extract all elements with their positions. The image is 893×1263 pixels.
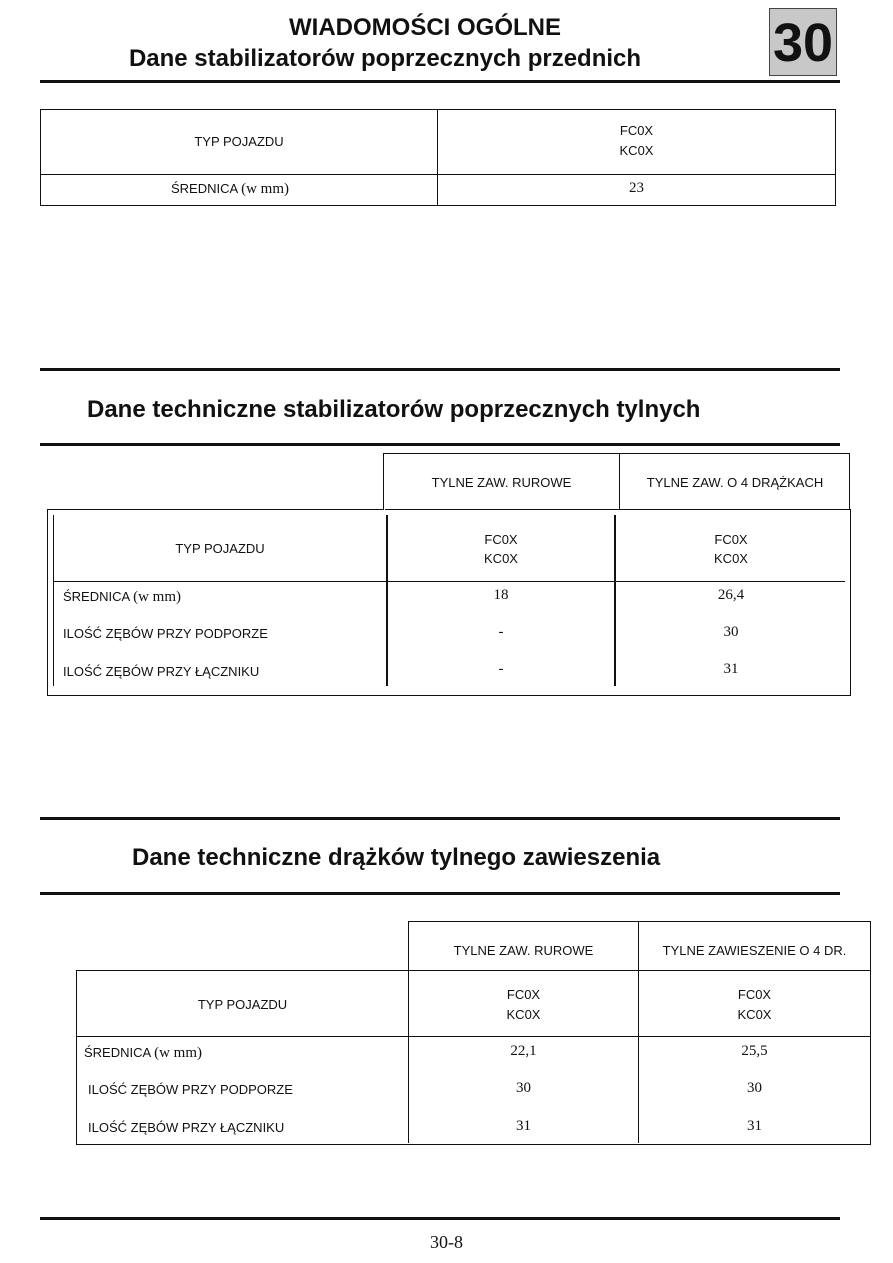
col1-header: TYLNE ZAW. RUROWE <box>431 475 572 490</box>
footer-divider <box>40 1217 840 1220</box>
page-number: 30-8 <box>430 1232 463 1252</box>
diameter-label-text: ŚREDNICA <box>171 181 238 196</box>
row-value-col2: 30 <box>747 1080 762 1096</box>
row-value-col1: 22,1 <box>510 1043 537 1059</box>
row-value-col2: 30 <box>723 624 739 640</box>
row-label-text: ŚREDNICA <box>84 1045 151 1060</box>
diameter-unit: (w mm) <box>241 181 290 197</box>
row-label-connector: ILOŚĆ ZĘBÓW PRZY ŁĄCZNIKU <box>88 1120 285 1135</box>
col2-header: TYLNE ZAW. O 4 DRĄŻKACH <box>646 475 824 490</box>
col1-type-a: FC0X <box>506 987 541 1002</box>
row-label-support: ILOŚĆ ZĘBÓW PRZY PODPORZE <box>88 1082 293 1097</box>
vehicle-type-label: TYP POJAZDU <box>194 134 284 149</box>
row-value-col2: 31 <box>747 1118 762 1134</box>
page-title: WIADOMOŚCI OGÓLNE <box>289 14 561 41</box>
col1-type-b: KC0X <box>506 1007 541 1022</box>
row-value-col1: 18 <box>493 587 509 603</box>
vehicle-type-value-a: FC0X <box>619 123 654 138</box>
row-value-col1: - <box>498 624 504 640</box>
row-divider <box>76 1036 870 1037</box>
vehicle-type-label: TYP POJAZDU <box>197 997 288 1012</box>
col2-type-b: KC0X <box>714 551 748 566</box>
row-label-diameter <box>84 1045 202 1062</box>
col2-type-a: FC0X <box>714 532 748 547</box>
diameter-value: 23 <box>629 180 644 196</box>
row-label-connector: ILOŚĆ ZĘBÓW PRZY ŁĄCZNIKU <box>63 664 260 679</box>
row-value-col1: 31 <box>516 1118 531 1134</box>
row-value-col2: 25,5 <box>741 1043 768 1059</box>
row-value-col1: - <box>498 661 504 677</box>
row-value-col2: 31 <box>723 661 739 677</box>
page-subtitle: Dane stabilizatorów poprzecznych przednich <box>128 45 642 72</box>
vehicle-type-label: TYP POJAZDU <box>175 541 265 556</box>
row-value-col2: 26,4 <box>717 587 745 603</box>
row-label-text: ŚREDNICA <box>63 589 130 604</box>
row-label-support: ILOŚĆ ZĘBÓW PRZY PODPORZE <box>63 626 268 641</box>
col1-header: TYLNE ZAW. RUROWE <box>453 943 594 958</box>
row-unit: (w mm) <box>133 589 182 605</box>
row-value-col1: 30 <box>516 1080 531 1096</box>
col2-type-a: FC0X <box>737 987 772 1002</box>
chapter-badge: 30 <box>769 8 837 76</box>
col1-type-a: FC0X <box>484 532 518 547</box>
vehicle-type-value-b: KC0X <box>619 143 654 158</box>
col1-type-b: KC0X <box>484 551 518 566</box>
rear-bars-title: Dane techniczne drążków tylnego zawieszenia <box>132 844 661 871</box>
row-unit: (w mm) <box>154 1045 203 1061</box>
col2-type-b: KC0X <box>737 1007 772 1022</box>
rear-stabilizer-title: Dane techniczne stabilizatorów poprzecznych tylnych <box>87 396 701 423</box>
col2-header: TYLNE ZAWIESZENIE O 4 DR. <box>662 943 847 958</box>
